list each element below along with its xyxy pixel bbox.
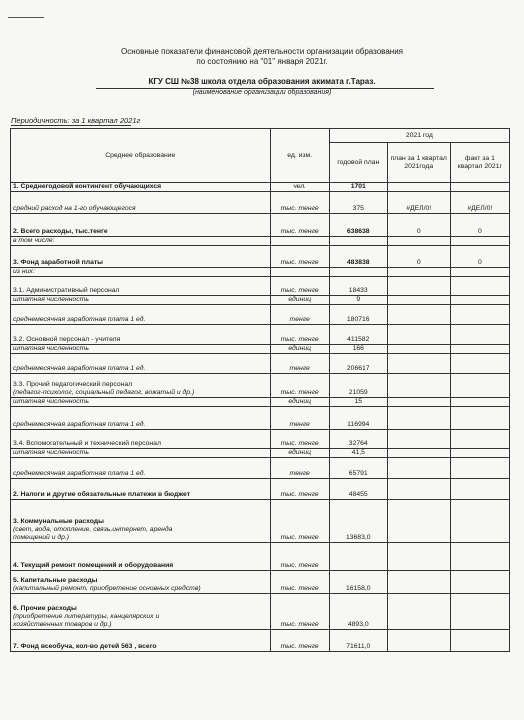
row-name-text: из них:: [13, 268, 35, 275]
row-name: [11, 296, 271, 305]
row-plan: 1701: [329, 183, 387, 192]
table-row: [11, 354, 510, 374]
row-q-plan: [387, 630, 450, 652]
row-q-plan: [387, 237, 450, 246]
period-label: Периодичность: за 1 квартал 2021г: [11, 116, 141, 125]
row-q-plan: [387, 325, 450, 345]
row-name: [11, 458, 271, 479]
row-name: [11, 449, 271, 458]
organization-name: КГУ СШ №38 школа отдела образования акимата г.Тараз.: [148, 77, 376, 86]
row-q-plan: [387, 543, 450, 571]
table-row: [11, 277, 510, 296]
row-q-fact: [450, 374, 509, 398]
row-plan: 32764: [329, 430, 387, 449]
row-plan: 41,5: [329, 449, 387, 458]
row-name-text: 3. Фонд заработной платы: [13, 259, 103, 266]
table-row: [11, 214, 510, 237]
row-name-text: (приобретение литературы, канцелярских и: [13, 613, 160, 620]
row-name-text: 3.4. Вспомогательный и технический персонал: [13, 440, 161, 447]
row-q-fact: [450, 479, 509, 500]
row-unit: тыс. тенге: [270, 630, 329, 652]
row-name-text: штатная численность: [13, 449, 89, 456]
row-q-plan: [387, 594, 450, 630]
row-name: [11, 594, 271, 630]
row-name: [11, 345, 271, 354]
row-q-fact: [450, 500, 509, 543]
row-name: [11, 479, 271, 500]
row-q-fact: [450, 277, 509, 296]
row-name-text: 5. Капитальные расходы: [13, 577, 98, 584]
row-name: [11, 305, 271, 325]
row-plan: 166: [329, 345, 387, 354]
table-row: [11, 268, 510, 277]
row-unit: тыс. тенге: [270, 571, 329, 594]
row-unit: тенге: [270, 305, 329, 325]
row-name-text: (педагог-психолог, социальный педагог, вожатый и др.): [13, 389, 195, 396]
row-name: [11, 237, 271, 246]
row-q-plan: [387, 277, 450, 296]
row-name: [11, 398, 271, 407]
row-name-text: 3.2. Основной персонал - учителя: [13, 336, 121, 343]
row-name: [11, 192, 271, 214]
row-plan: 411582: [329, 325, 387, 345]
row-q-plan: 0: [387, 214, 450, 237]
row-unit: единиц: [270, 449, 329, 458]
row-q-fact: #ДЕЛ/0!: [450, 192, 509, 214]
row-unit: тыс. тенге: [270, 500, 329, 543]
row-plan: 21059: [329, 374, 387, 398]
row-q-plan: [387, 449, 450, 458]
row-q-plan: [387, 345, 450, 354]
row-plan: 206617: [329, 354, 387, 374]
table-row: [11, 594, 510, 630]
row-plan: 483838: [329, 246, 387, 268]
row-q-fact: [450, 430, 509, 449]
row-unit: тенге: [270, 458, 329, 479]
table-row: [11, 571, 510, 594]
row-name: [11, 325, 271, 345]
header-unit: ед. изм.: [270, 129, 329, 183]
row-plan: 18433: [329, 277, 387, 296]
row-q-plan: [387, 398, 450, 407]
row-name-text: среднемесячная заработная плата 1 ед.: [13, 316, 146, 323]
row-unit: [270, 268, 329, 277]
finance-table: [10, 128, 510, 652]
row-plan: 15: [329, 398, 387, 407]
header-q-plan: план за 1 квартал 2021года: [387, 143, 450, 183]
row-unit: единиц: [270, 296, 329, 305]
header-plan: годовой план: [329, 143, 387, 183]
row-plan: 16158,0: [329, 571, 387, 594]
row-name: [11, 277, 271, 296]
row-name-text: 6. Прочие расходы: [13, 605, 77, 612]
row-name: [11, 374, 271, 398]
table-row: [11, 296, 510, 305]
row-name-text: среднемесячная заработная плата 1 ед.: [13, 421, 146, 428]
row-q-fact: [450, 630, 509, 652]
row-name-text: 1. Среднегодовой контингент обучающихся: [13, 183, 162, 190]
row-q-fact: [450, 268, 509, 277]
row-name: [11, 543, 271, 571]
row-q-fact: [450, 237, 509, 246]
row-plan: [329, 543, 387, 571]
table-row: [11, 192, 510, 214]
row-q-plan: [387, 268, 450, 277]
row-name: [11, 500, 271, 543]
row-name-text: штатная численность: [13, 296, 89, 303]
table-row: [11, 305, 510, 325]
row-q-plan: [387, 571, 450, 594]
row-q-fact: [450, 543, 509, 571]
table-row: [11, 630, 510, 652]
row-unit: тенге: [270, 354, 329, 374]
row-q-plan: [387, 305, 450, 325]
row-name-text: 3.1. Административный персонал: [13, 287, 120, 294]
row-name-text: (капитальный ремонт, приобретение основных средств): [13, 585, 201, 592]
row-unit: тыс. тенге: [270, 479, 329, 500]
row-unit: тенге: [270, 407, 329, 430]
row-q-plan: [387, 458, 450, 479]
row-unit: тыс. тенге: [270, 325, 329, 345]
row-q-fact: [450, 398, 509, 407]
row-plan: 48455: [329, 479, 387, 500]
row-plan: 71611,0: [329, 630, 387, 652]
row-name: [11, 630, 271, 652]
row-name: [11, 407, 271, 430]
row-plan: 4893,0: [329, 594, 387, 630]
row-plan: 65791: [329, 458, 387, 479]
row-plan: 638638: [329, 214, 387, 237]
row-unit: тыс. тенге: [270, 594, 329, 630]
header-q-fact: факт за 1 квартал 2021г: [450, 143, 509, 183]
period-underline: [11, 125, 131, 126]
row-name-text: хозяйственных товаров и др.): [13, 621, 112, 628]
row-q-fact: 0: [450, 214, 509, 237]
row-name-text: (свет, вода, отопление, связь,интернет, аренда: [13, 526, 173, 533]
row-unit: тыс. тенге: [270, 374, 329, 398]
row-plan: 13683,0: [329, 500, 387, 543]
row-q-plan: 0: [387, 246, 450, 268]
row-q-fact: [450, 296, 509, 305]
row-q-plan: [387, 500, 450, 543]
table-row: [11, 398, 510, 407]
row-name: [11, 246, 271, 268]
row-name-text: 3. Коммунальные расходы: [13, 518, 104, 525]
row-name: [11, 268, 271, 277]
row-plan: 180716: [329, 305, 387, 325]
row-name: [11, 571, 271, 594]
row-q-fact: [450, 449, 509, 458]
row-plan: [329, 268, 387, 277]
row-name-text: 3.3. Прочий педагогический персонал: [13, 381, 133, 388]
row-unit: тыс. тенге: [270, 430, 329, 449]
table-row: [11, 325, 510, 345]
row-q-plan: [387, 430, 450, 449]
row-name: [11, 354, 271, 374]
corner-mark: [8, 17, 44, 18]
row-name-text: штатная численность: [13, 345, 89, 352]
row-name-text: штатная численность: [13, 398, 89, 405]
row-plan: 9: [329, 296, 387, 305]
row-q-plan: [387, 374, 450, 398]
row-q-plan: [387, 479, 450, 500]
table-row: [11, 449, 510, 458]
row-name-text: 4. Текущий ремонт помещений и оборудования: [13, 562, 174, 569]
row-q-plan: [387, 296, 450, 305]
row-q-plan: #ДЕЛ/0!: [387, 192, 450, 214]
row-name: [11, 183, 271, 192]
row-unit: единиц: [270, 398, 329, 407]
row-name-text: в том числе:: [13, 237, 55, 244]
table-row: [11, 374, 510, 398]
row-name-text: 2. Налоги и другие обязательные платежи в бюджет: [13, 491, 191, 498]
table-row: [11, 479, 510, 500]
row-plan: 116994: [329, 407, 387, 430]
row-name: [11, 430, 271, 449]
table-row: [11, 543, 510, 571]
row-q-fact: [450, 594, 509, 630]
table-row: [11, 237, 510, 246]
row-name-text: среднемесячная заработная плата 1 ед.: [13, 365, 146, 372]
table-row: [11, 246, 510, 268]
row-name-text: средний расход на 1-го обучающегося: [13, 205, 136, 212]
row-name-text: помещений и др.): [13, 534, 70, 541]
row-name-text: 2. Всего расходы, тыс.тенге: [13, 228, 108, 235]
row-unit: тыс. тенге: [270, 192, 329, 214]
row-q-plan: [387, 407, 450, 430]
doc-title-line1: Основные показатели финансовой деятельности организации образования: [120, 47, 404, 56]
table-row: [11, 458, 510, 479]
doc-title-line2: по состоянию на "01" января 2021г.: [196, 57, 328, 66]
row-q-fact: [450, 305, 509, 325]
row-q-fact: [450, 183, 509, 192]
organization-caption: (наименование организации образования): [192, 89, 332, 96]
table-row: [11, 407, 510, 430]
row-plan: 375: [329, 192, 387, 214]
row-unit: чел.: [270, 183, 329, 192]
table-row: [11, 345, 510, 354]
row-q-plan: [387, 183, 450, 192]
row-plan: [329, 237, 387, 246]
table-row: [11, 183, 510, 192]
row-q-fact: 0: [450, 246, 509, 268]
header-name: Среднее образование: [11, 129, 271, 183]
table-row: [11, 430, 510, 449]
row-unit: тыс. тенге: [270, 246, 329, 268]
row-unit: тыс. тенге: [270, 543, 329, 571]
row-unit: единиц: [270, 345, 329, 354]
row-q-fact: [450, 354, 509, 374]
row-unit: [270, 237, 329, 246]
row-q-fact: [450, 345, 509, 354]
header-year: 2021 год: [329, 129, 509, 143]
row-q-fact: [450, 571, 509, 594]
row-q-fact: [450, 458, 509, 479]
row-name-text: 7. Фонд всеобуча, кол-во детей 563 , всего: [13, 643, 157, 650]
row-name-text: среднемесячная заработная плата 1 ед.: [13, 470, 146, 477]
row-q-plan: [387, 354, 450, 374]
row-unit: тыс. тенге: [270, 214, 329, 237]
row-q-fact: [450, 407, 509, 430]
row-name: [11, 214, 271, 237]
row-q-fact: [450, 325, 509, 345]
table-row: [11, 500, 510, 543]
row-unit: тыс. тенге: [270, 277, 329, 296]
